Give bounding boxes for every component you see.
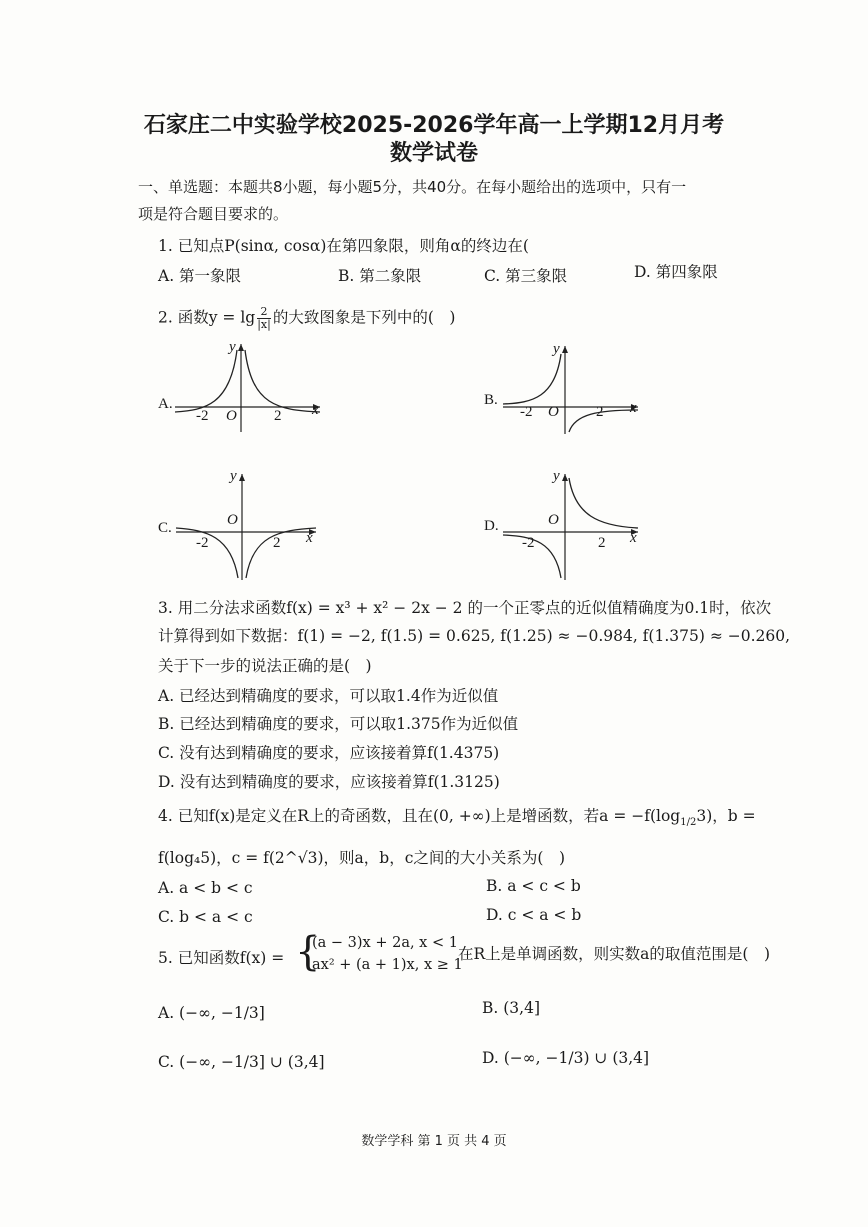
q3-option-d: D. 没有达到精确度的要求，应该接着算f(1.3125) <box>158 773 500 791</box>
q3-line1: 3. 用二分法求函数f(x) = x³ + x² − 2x − 2 的一个正零点的近似值精确度为0.1时，依次 <box>158 599 772 617</box>
graph-b-curve-right <box>569 410 638 432</box>
exam-subtitle: 数学试卷 <box>389 141 478 166</box>
q5-option-b: B. (3,4] <box>482 999 540 1017</box>
graph-c-neg-tick: -2 <box>196 535 209 551</box>
q5-prefix: 5. 已知函数f(x) = <box>158 949 285 967</box>
graph-c-pos-tick: 2 <box>273 535 281 551</box>
graph-d-x-label: x <box>630 530 637 546</box>
q1-option-c: C. 第三象限 <box>484 267 568 285</box>
graph-d-neg-tick: -2 <box>522 535 535 551</box>
q3-option-b: B. 已经达到精确度的要求，可以取1.375作为近似值 <box>158 715 519 733</box>
q4-line1-b: 3)，b = <box>696 807 756 825</box>
graph-a-origin: O <box>226 408 237 424</box>
q4-option-d: D. c < a < b <box>486 906 582 924</box>
q4-line1-a: 4. 已知f(x)是定义在R上的奇函数，且在(0, +∞)上是增函数，若a = −f(log <box>158 807 681 825</box>
q1-stem: 1. 已知点P(sinα, cosα)在第四象限，则角α的终边在( <box>158 237 529 255</box>
graph-b-letter: B. <box>484 392 498 408</box>
q2-stem <box>158 306 455 331</box>
graph-a-x-label: x <box>312 402 319 418</box>
q4-log-base: 1/2 <box>680 817 697 829</box>
q5-option-a: A. (−∞, −1/3] <box>158 1004 265 1022</box>
exam-title: 石家庄二中实验学校2025-2026学年高一上学期12月月考 <box>143 113 725 138</box>
page-footer: 数学学科 第 1 页 共 4 页 <box>361 1134 507 1149</box>
section-intro-line1: 一、单选题：本题共8小题，每小题5分，共40分。在每小题给出的选项中，只有一 <box>138 178 687 196</box>
graph-b-pos-tick: 2 <box>596 404 604 420</box>
graph-c-origin: O <box>227 512 238 528</box>
graph-a-y-label: y <box>229 339 236 355</box>
q3-line3: 关于下一步的说法正确的是( ) <box>158 657 372 675</box>
q2-frac-num: 2 <box>257 306 271 319</box>
q3-option-c: C. 没有达到精确度的要求，应该接着算f(1.4375) <box>158 744 500 762</box>
graph-a-pos-tick: 2 <box>274 408 282 424</box>
q2-stem-prefix: 2. 函数y = lg <box>158 308 256 327</box>
graph-c-x-label: x <box>306 530 313 546</box>
graph-d-origin: O <box>548 512 559 528</box>
graph-b-curve-left <box>503 354 561 404</box>
q4-option-a: A. a < b < c <box>158 879 253 897</box>
graph-b <box>503 342 643 437</box>
q1-option-a: A. 第一象限 <box>158 267 242 285</box>
graph-d-curve-right <box>569 478 638 528</box>
graph-b-origin: O <box>548 404 559 420</box>
q5-case2: ax² + (a + 1)x, x ≥ 1 <box>312 957 463 973</box>
graph-c <box>176 470 321 582</box>
graph-d <box>503 470 643 582</box>
graph-a-curve-left <box>175 350 237 412</box>
q5-option-c: C. (−∞, −1/3] ∪ (3,4] <box>158 1053 325 1071</box>
q5-option-d: D. (−∞, −1/3) ∪ (3,4] <box>482 1049 650 1067</box>
graph-b-neg-tick: -2 <box>520 404 533 420</box>
graph-c-letter: C. <box>158 520 172 536</box>
q2-frac-den: |x| <box>257 318 271 331</box>
q4-line1 <box>158 806 756 833</box>
graph-d-y-label: y <box>553 468 560 484</box>
graph-d-letter: D. <box>484 518 499 534</box>
q1-option-b: B. 第二象限 <box>338 267 422 285</box>
q1-option-d: D. 第四象限 <box>634 263 718 281</box>
q3-option-a: A. 已经达到精确度的要求，可以取1.4作为近似值 <box>158 687 499 705</box>
q4-line2: f(log₄5)，c = f(2^√3)，则a，b，c之间的大小关系为( ) <box>158 849 565 867</box>
graph-a-curve-right <box>245 350 320 412</box>
q4-option-b: B. a < c < b <box>486 877 581 895</box>
graph-a-neg-tick: -2 <box>196 408 209 424</box>
q3-line2: 计算得到如下数据：f(1) = −2, f(1.5) = 0.625, f(1.25) ≈ −0.984, f(1.375) ≈ −0.260, <box>158 627 791 645</box>
graph-a-letter: A. <box>158 396 173 412</box>
q5-suffix: 在R上是单调函数，则实数a的取值范围是( ) <box>458 945 771 963</box>
graph-c-y-label: y <box>230 468 237 484</box>
q2-fraction <box>257 306 271 331</box>
q5-brace: { <box>295 929 321 975</box>
section-intro-line2: 项是符合题目要求的。 <box>138 205 289 223</box>
graph-b-y-label: y <box>553 341 560 357</box>
q4-option-c: C. b < a < c <box>158 908 253 926</box>
graph-d-pos-tick: 2 <box>598 535 606 551</box>
graph-b-x-label: x <box>630 400 637 416</box>
q2-stem-suffix: 的大致图象是下列中的( ) <box>272 308 456 327</box>
q5-case1: (a − 3)x + 2a, x < 1 <box>312 935 458 951</box>
